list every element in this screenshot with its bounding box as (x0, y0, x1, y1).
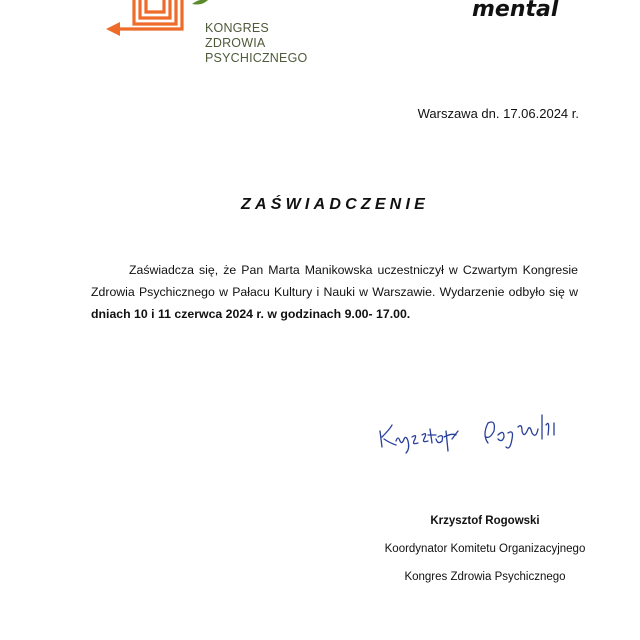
certificate-body (91, 259, 578, 325)
logo-line-3: PSYCHICZNEGO (205, 51, 308, 65)
logo-text (205, 21, 307, 66)
signer-organization: Kongres Zdrowia Psychicznego (404, 571, 566, 583)
signer-name: Krzysztof Rogowski (430, 515, 540, 527)
body-part-2: r. w godzinach 9.00- 17.00. (253, 307, 411, 321)
logo-line-1: KONGRES (205, 21, 269, 35)
handwritten-signature-icon (372, 385, 572, 455)
mental-logo-icon (470, 0, 578, 24)
place-date: Warszawa dn. 17.06.2024 r. (417, 106, 579, 121)
document-title: ZAŚWIADCZENIE (241, 196, 429, 213)
body-part-1: Zaświadcza się, że Pan Marta Manikowska uczestniczył w Czwartym Kongresie Zdrowia Psychicznego w Pałacu Kultury i Nauki w Warszawie. Wydarzenie odbyło się w (91, 263, 578, 299)
logo-line-2: ZDROWIA (205, 36, 266, 50)
body-bold-dates: dniach 10 i 11 czerwca 2024 (91, 307, 254, 321)
signer-role: Koordynator Komitetu Organizacyjnego (384, 543, 586, 555)
kongres-logo-icon (104, 0, 214, 36)
svg-text:mental: mental (472, 0, 559, 22)
